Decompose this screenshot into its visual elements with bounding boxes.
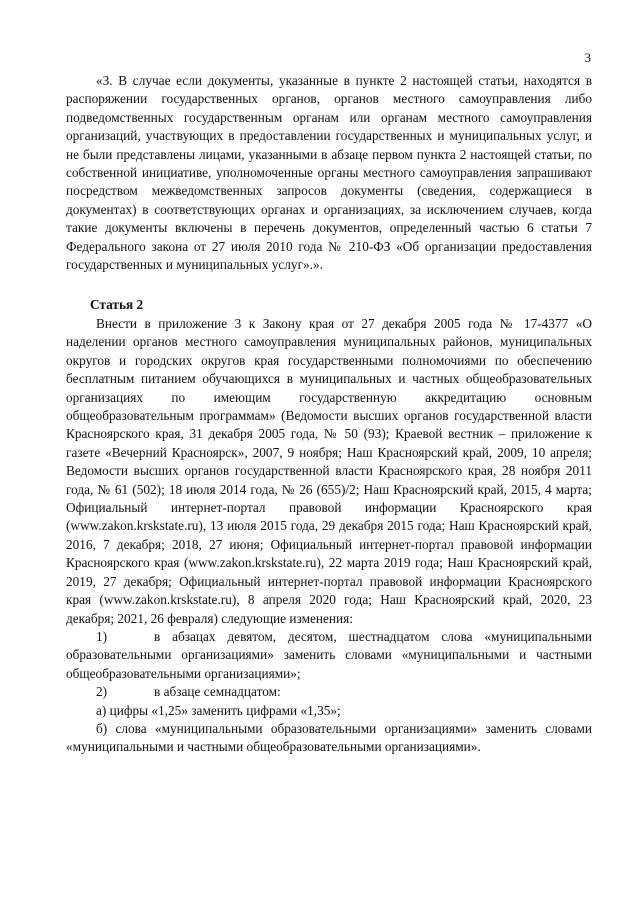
list-item-1 xyxy=(66,628,592,683)
page-number: 3 xyxy=(584,50,591,65)
list-item-1-number: 1) xyxy=(96,628,108,644)
list-item-1-text: в абзацах девятом, десятом, шестнадцатом слова «муниципальными образовательными организациями» заменить словами «муниципальными и частными общеобразовательными организациями»; xyxy=(66,628,592,681)
article-2-title: Статья 2 xyxy=(90,297,144,312)
paragraph-point-3: «3. В случае если документы, указанные в пункте 2 настоящей статьи, находятся в распоряжении государственных органов, органов местного самоуправления либо подведомственных государственным органам или органам местного самоуправления организаций, участвующих в предоставлении государственных и муниципальных услуг, и не были представлены лицами, указанными в абзаце первом пункта 2 настоящей статьи, по собственной инициативе, уполномоченные органы местного самоуправления запрашивают посредством межведомственных запросов документы (сведения, содержащиеся в документах) в соответствующих органах и организациях, за исключением случаев, когда такие документы включены в перечень документов, определенный частью 6 статьи 7 Федерального закона от 27 июля 2010 года № 210-ФЗ «Об организации предоставления государственных и муниципальных услуг».». xyxy=(66,73,592,273)
article-2-intro: Внести в приложение 3 к Закону края от 27 декабря 2005 года № 17-4377 «О наделении органов местного самоуправления муниципальных районов, муниципальных округов и городских округов края государственными полномочиями по обеспечению бесплатным питанием обучающихся в муниципальных и частных общеобразовательных организациях по имеющим государственную аккредитацию основным общеобразовательным программам» (Ведомости высших органов государственной власти Красноярского края, 31 декабря 2005 года, № 50 (93); Краевой вестник – приложение к газете «Вечерний Красноярск», 2007, 9 ноября; Наш Красноярский край, 2009, 10 апреля; Ведомости высших органов государственной власти Красноярского края, 28 ноября 2011 года, № 61 (502); 18 июля 2014 года, № 26 (655)/2; Наш Красноярский край, 2015, 4 марта; Официальный интернет-портал правовой информации Красноярского края (www.zakon.krskstate.ru), 13 июля 2015 года, 29 декабря 2015 года; Наш Красноярский край, 2016, 7 декабря; 2018, 27 июня; Официальный интернет-портал правовой информации Красноярского края (www.zakon.krskstate.ru), 22 марта 2019 года; Наш Красноярский край, 2019, 27 декабря; Официальный интернет-портал правовой информации Красноярского края (www.zakon.krskstate.ru), 8 апреля 2020 года; Наш Красноярский край, 2020, 23 декабря; 2021, 26 февраля) следующие изменения: xyxy=(66,316,592,626)
list-item-2a: а) цифры «1,25» заменить цифрами «1,35»; xyxy=(96,702,341,718)
article-1-paragraph-3-block xyxy=(66,72,592,274)
list-item-2 xyxy=(66,683,592,701)
article-2-body xyxy=(66,315,592,757)
list-item-2-text: в абзаце семнадцатом: xyxy=(154,684,281,700)
list-item-2b: б) слова «муниципальными образовательными организациями» заменить словами «муниципальными и частными общеобразовательными организациями». xyxy=(66,720,592,755)
list-item-2-number: 2) xyxy=(96,684,108,700)
